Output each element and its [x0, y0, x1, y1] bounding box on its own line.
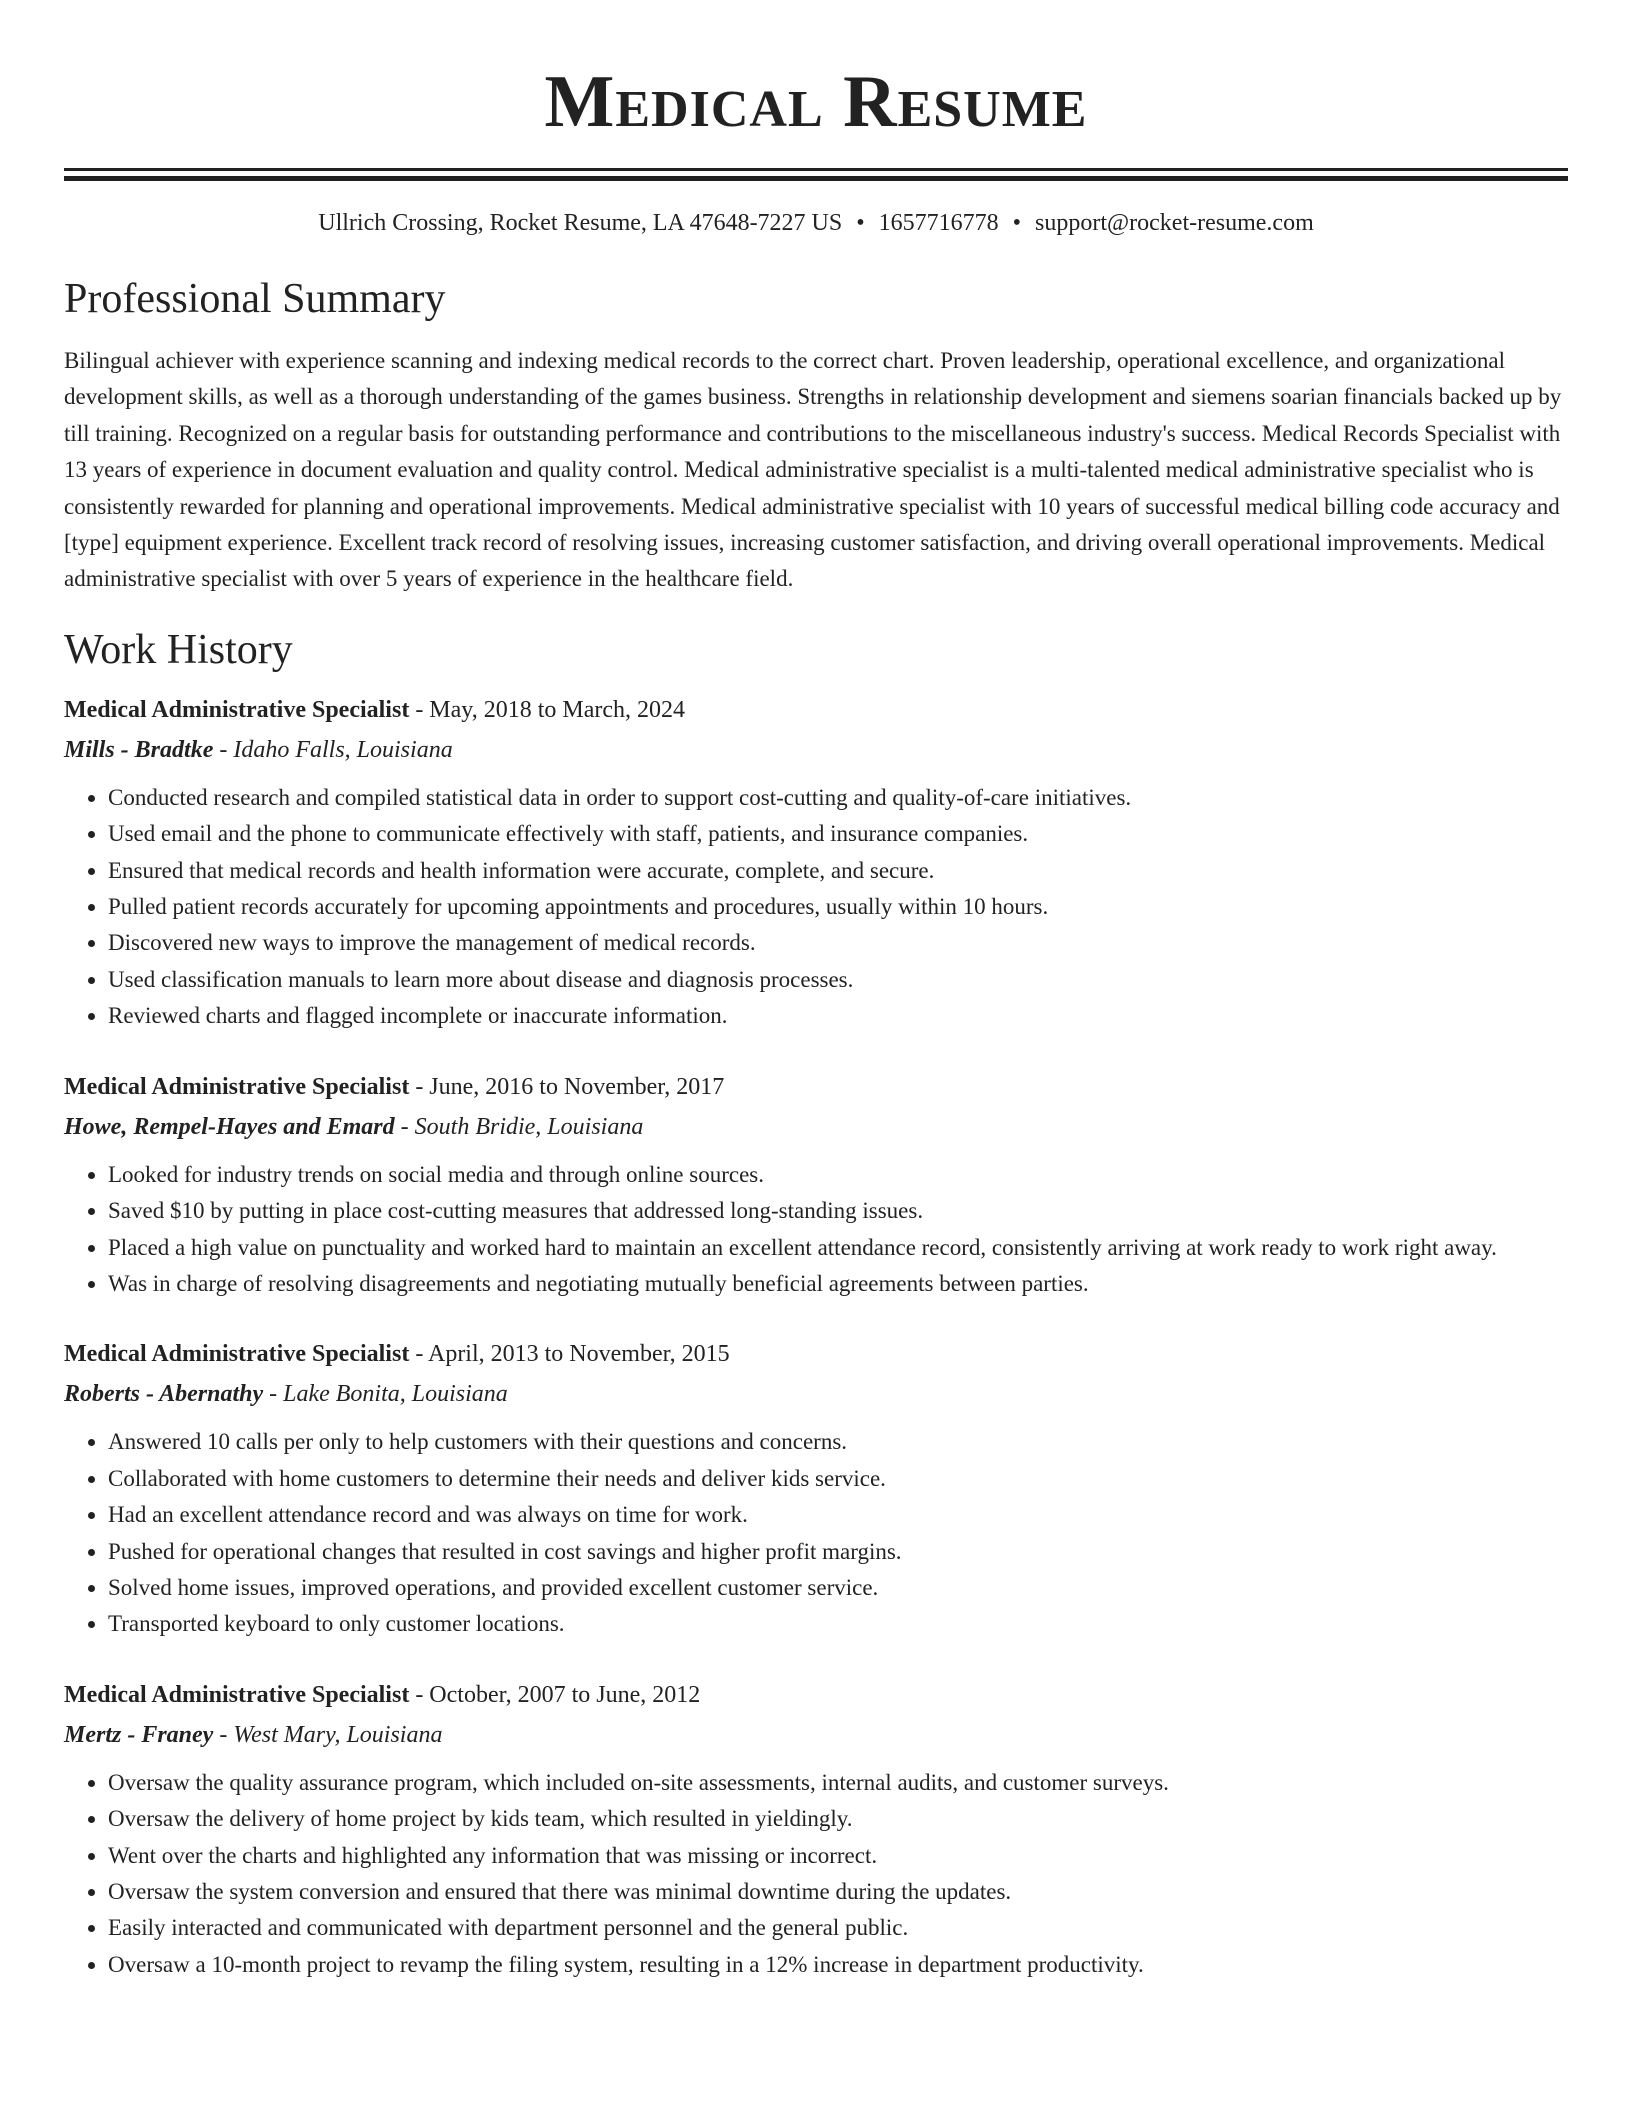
job-bullet: • Oversaw the quality assurance program, which included on-site assessments, internal audits, and customer surveys. [108, 1765, 1568, 1801]
job-bullet: • Solved home issues, improved operations, and provided excellent customer service. [108, 1570, 1568, 1606]
job-bullets [64, 1765, 1568, 1983]
job-entry [64, 690, 1568, 1035]
job-dates: - April, 2013 to November, 2015 [409, 1341, 730, 1368]
job-bullet: • Reviewed charts and flagged incomplete or inaccurate information. [108, 998, 1568, 1034]
job-bullet: • Had an excellent attendance record and was always on time for work. [108, 1497, 1568, 1533]
job-bullet: • Ensured that medical records and health information were accurate, complete, and secure. [108, 853, 1568, 889]
contact-line [64, 207, 1568, 239]
job-header [64, 1334, 1568, 1374]
job-bullet: • Discovered new ways to improve the management of medical records. [108, 925, 1568, 961]
job-title: Medical Administrative Specialist [64, 696, 410, 723]
title-rule-top [64, 168, 1568, 171]
job-bullets [64, 1424, 1568, 1642]
contact-address: Ullrich Crossing, Rocket Resume, LA 47648-7227 US [318, 210, 843, 236]
job-location: - Idaho Falls, Louisiana [213, 736, 453, 763]
job-bullet: • Was in charge of resolving disagreements and negotiating mutually beneficial agreements between parties. [108, 1266, 1568, 1302]
title-rule-bottom [64, 176, 1568, 181]
job-company: Mertz - Franey [64, 1721, 214, 1748]
job-dates: - May, 2018 to March, 2024 [409, 696, 686, 723]
contact-email: support@rocket-resume.com [1035, 210, 1314, 236]
job-location: - West Mary, Louisiana [213, 1721, 443, 1748]
work-history-list [64, 690, 1568, 1983]
job-bullet: • Oversaw a 10-month project to revamp the filing system, resulting in a 12% increase in department productivity. [108, 1947, 1568, 1983]
job-bullet: • Saved $10 by putting in place cost-cutting measures that addressed long-standing issues. [108, 1193, 1568, 1229]
job-bullet: • Placed a high value on punctuality and worked hard to maintain an excellent attendance record, consistently arriving at work ready to work right away. [108, 1230, 1568, 1266]
summary-text: Bilingual achiever with experience scanning and indexing medical records to the correct chart. Proven leadership, operational excellence, and organizational development skills, as well as a thorough understanding of the games business. Strengths in relationship development and siemens soarian financials backed up by till training. Recognized on a regular basis for outstanding performance and contributions to the miscellaneous industry's success. Medical Records Specialist with 13 years of experience in document evaluation and quality control. Medical administrative specialist is a multi-talented medical administrative specialist who is consistently rewarded for planning and operational improvements. Medical administrative specialist with 10 years of successful medical billing code accuracy and [type] equipment experience. Excellent track record of resolving issues, increasing customer satisfaction, and driving overall operational improvements. Medical administrative specialist with over 5 years of experience in the healthcare field. [64, 348, 1562, 592]
summary-heading: Professional Summary [64, 276, 446, 322]
job-bullets [64, 780, 1568, 1035]
job-header [64, 690, 1568, 730]
job-employer [64, 1107, 1568, 1147]
contact-separator: • [1012, 210, 1022, 236]
job-company: Roberts - Abernathy [64, 1381, 264, 1408]
job-entry [64, 1334, 1568, 1642]
job-header [64, 1675, 1568, 1715]
job-bullet: • Oversaw the system conversion and ensured that there was minimal downtime during the updates. [108, 1874, 1568, 1910]
job-bullet: • Pushed for operational changes that resulted in cost savings and higher profit margins. [108, 1534, 1568, 1570]
job-employer [64, 730, 1568, 770]
job-bullet: • Oversaw the delivery of home project by kids team, which resulted in yieldingly. [108, 1801, 1568, 1837]
job-employer [64, 1374, 1568, 1414]
job-bullet: • Looked for industry trends on social media and through online sources. [108, 1157, 1568, 1193]
job-bullet: • Answered 10 calls per only to help customers with their questions and concerns. [108, 1424, 1568, 1460]
job-bullet: • Used classification manuals to learn more about disease and diagnosis processes. [108, 962, 1568, 998]
job-title: Medical Administrative Specialist [64, 1073, 410, 1100]
job-bullets [64, 1157, 1568, 1303]
job-entry [64, 1675, 1568, 1983]
job-employer [64, 1715, 1568, 1755]
job-location: - Lake Bonita, Louisiana [263, 1381, 508, 1408]
job-bullet: • Transported keyboard to only customer locations. [108, 1606, 1568, 1642]
job-company: Mills - Bradtke [64, 736, 214, 763]
job-title: Medical Administrative Specialist [64, 1681, 410, 1708]
work-history-heading: Work History [64, 626, 293, 673]
job-entry [64, 1067, 1568, 1303]
contact-phone: 1657716778 [878, 210, 999, 236]
job-title: Medical Administrative Specialist [64, 1341, 410, 1368]
job-company: Howe, Rempel-Hayes and Emard [64, 1113, 395, 1140]
job-dates: - June, 2016 to November, 2017 [409, 1073, 725, 1100]
job-bullet: • Collaborated with home customers to determine their needs and deliver kids service. [108, 1461, 1568, 1497]
job-header [64, 1067, 1568, 1107]
contact-separator: • [856, 210, 865, 236]
job-dates: - October, 2007 to June, 2012 [409, 1681, 701, 1708]
job-bullet: • Went over the charts and highlighted any information that was missing or incorrect. [108, 1838, 1568, 1874]
job-location: - South Bridie, Louisiana [394, 1113, 644, 1140]
job-bullet: • Conducted research and compiled statistical data in order to support cost-cutting and quality-of-care initiatives. [108, 780, 1568, 816]
resume-title: Medical Resume [544, 61, 1088, 143]
job-bullet: • Used email and the phone to communicate effectively with staff, patients, and insurance companies. [108, 816, 1568, 852]
job-bullet: • Easily interacted and communicated with department personnel and the general public. [108, 1910, 1568, 1946]
job-bullet: • Pulled patient records accurately for upcoming appointments and procedures, usually within 10 hours. [108, 889, 1568, 925]
